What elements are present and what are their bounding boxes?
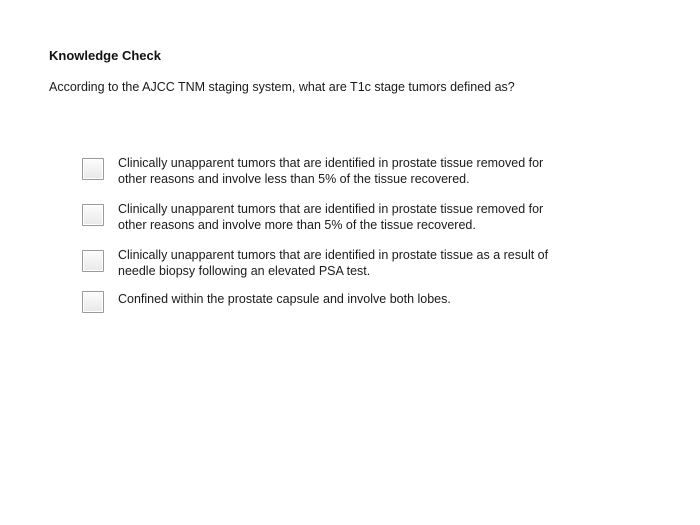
- answer-text-line: other reasons and involve more than 5% of the tissue recovered.: [118, 217, 476, 232]
- answer-text-line: other reasons and involve less than 5% of the tissue recovered.: [118, 171, 470, 186]
- answer-option-text: [118, 202, 588, 233]
- answer-option-text: [118, 248, 588, 279]
- answer-option-1[interactable]: [82, 156, 602, 187]
- answer-text-line: Confined within the prostate capsule and involve both lobes.: [118, 292, 451, 306]
- answer-text-line: Clinically unapparent tumors that are identified in prostate tissue removed for: [118, 202, 544, 216]
- answer-option-4[interactable]: [82, 289, 602, 313]
- answer-text-line: Clinically unapparent tumors that are identified in prostate tissue as a result of: [118, 248, 549, 262]
- answer-checkbox-1[interactable]: [82, 158, 104, 180]
- answer-checkbox-2[interactable]: [82, 204, 104, 226]
- quiz-title: Knowledge Check: [49, 48, 161, 63]
- answer-option-3[interactable]: [82, 248, 602, 279]
- quiz-question: According to the AJCC TNM staging system, what are T1c stage tumors defined as?: [49, 80, 515, 94]
- answer-option-text: [118, 156, 588, 187]
- answer-checkbox-4[interactable]: [82, 291, 104, 313]
- answer-option-2[interactable]: [82, 202, 602, 233]
- answer-checkbox-3[interactable]: [82, 250, 104, 272]
- answer-text-line: needle biopsy following an elevated PSA test.: [118, 263, 371, 278]
- answer-text-line: Clinically unapparent tumors that are identified in prostate tissue removed for: [118, 156, 544, 170]
- answer-option-text: [118, 292, 588, 308]
